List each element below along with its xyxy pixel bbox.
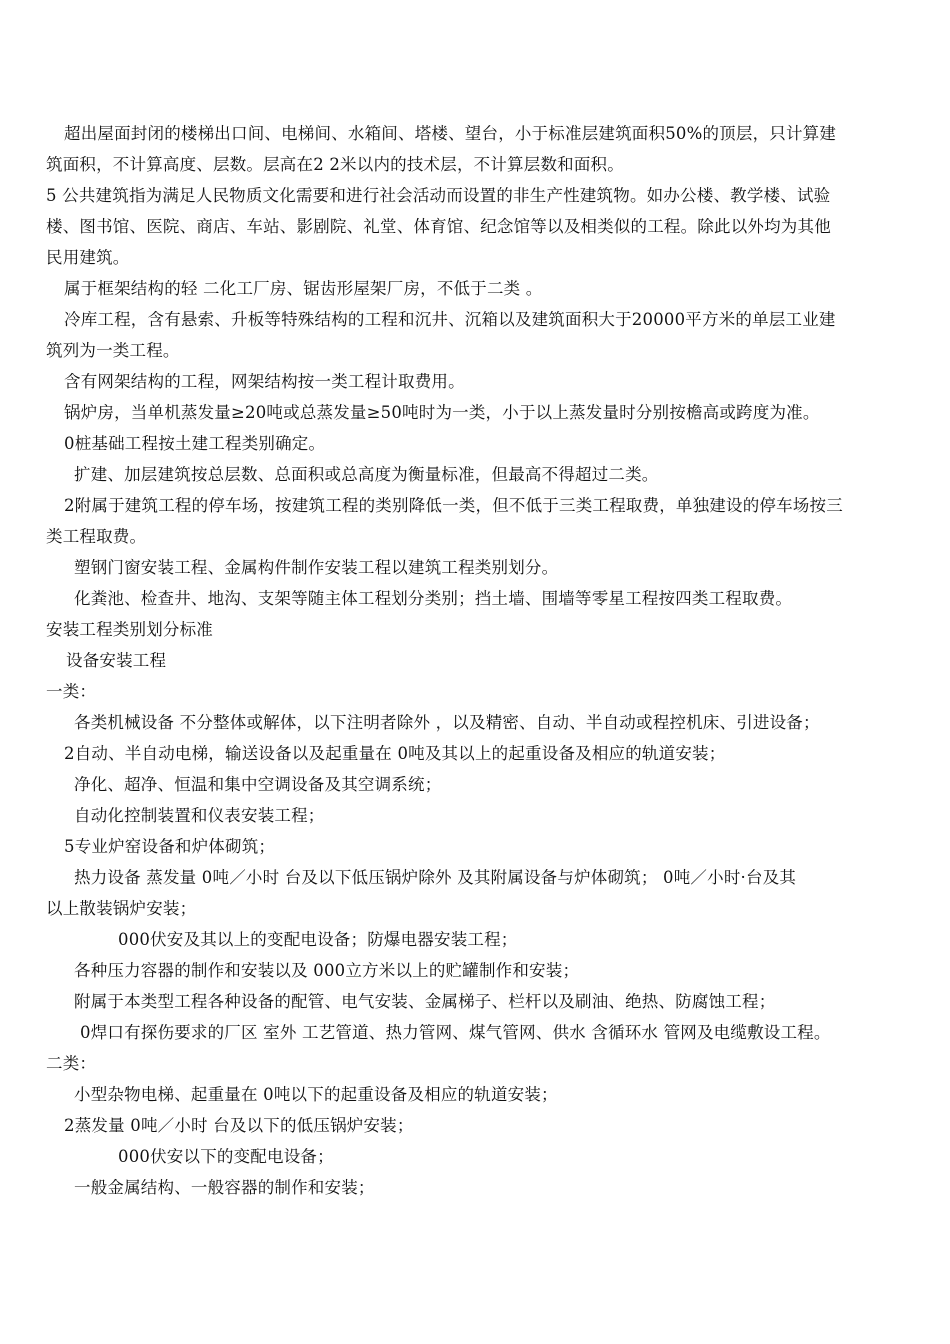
text-line: 筑面积，不计算高度、层数。层高在2 2米以内的技术层，不计算层数和面积。: [46, 155, 624, 174]
category-heading: 二类：: [46, 1054, 97, 1073]
text-line: 000伏安及其以上的变配电设备；防爆电器安装工程；: [118, 930, 518, 949]
text-line: 扩建、加层建筑按总层数、总面积或总高度为衡量标准，但最高不得超过二类。: [74, 465, 659, 484]
text-line: 热力设备 蒸发量 0吨／小时 台及以下低压锅炉除外 及其附属设备与炉体砌筑； 0吨／小时·台及其: [74, 868, 797, 887]
text-line: 小型杂物电梯、起重量在 0吨以下的起重设备及相应的轨道安装；: [74, 1085, 558, 1104]
text-line: 楼、图书馆、医院、商店、车站、影剧院、礼堂、体育馆、纪念馆等以及相类似的工程。除此以外均为其他: [46, 217, 831, 236]
text-line: 类工程取费。: [46, 527, 147, 546]
text-line: 2附属于建筑工程的停车场，按建筑工程的类别降低一类，但不低于三类工程取费，单独建设的停车场按三: [64, 496, 843, 515]
text-line: 5专业炉窑设备和炉体砌筑；: [64, 837, 276, 856]
text-line: 属于框架结构的轻 二化工厂房、锯齿形屋架厂房，不低于二类 。: [64, 279, 543, 298]
section-heading: 安装工程类别划分标准: [46, 620, 213, 639]
text-line: 超出屋面封闭的楼梯出口间、电梯间、水箱间、塔楼、望台，小于标准层建筑面积50%的顶层，只计算建: [64, 124, 837, 143]
text-line: 塑钢门窗安装工程、金属构件制作安装工程以建筑工程类别划分。: [74, 558, 559, 577]
text-line: 一般金属结构、一般容器的制作和安装；: [74, 1178, 375, 1197]
text-line: 0焊口有探伤要求的厂区 室外 工艺管道、热力管网、煤气管网、供水 含循环水 管网及电缆敷设工程。: [80, 1023, 831, 1042]
text-line: 筑列为一类工程。: [46, 341, 180, 360]
text-line: 民用建筑。: [46, 248, 130, 267]
text-line: 化粪池、检查井、地沟、支架等随主体工程划分类别；挡土墙、围墙等零星工程按四类工程取费。: [74, 589, 793, 608]
category-heading: 一类：: [46, 682, 97, 701]
text-line: 0桩基础工程按土建工程类别确定。: [64, 434, 326, 453]
text-line: 净化、超净、恒温和集中空调设备及其空调系统；: [74, 775, 442, 794]
text-line: 5 公共建筑指为满足人民物质文化需要和进行社会活动而设置的非生产性建筑物。如办公楼、教学楼、试验: [46, 186, 831, 205]
text-line: 冷库工程，含有悬索、升板等特殊结构的工程和沉井、沉箱以及建筑面积大于20000平方米的单层工业建: [64, 310, 836, 329]
text-line: 各类机械设备 不分整体或解体，以下注明者除外 ，以及精密、自动、半自动或程控机床、引进设备；: [74, 713, 820, 732]
text-line: 自动化控制装置和仪表安装工程；: [74, 806, 325, 825]
text-line: 2蒸发量 0吨／小时 台及以下的低压锅炉安装；: [64, 1116, 414, 1135]
text-line: 锅炉房，当单机蒸发量≥20吨或总蒸发量≥50吨时为一类，小于以上蒸发量时分别按檐高或跨度为准。: [64, 403, 820, 422]
text-line: 各种压力容器的制作和安装以及 000立方米以上的贮罐制作和安装；: [74, 961, 580, 980]
text-line: 含有网架结构的工程，网架结构按一类工程计取费用。: [64, 372, 465, 391]
subsection-heading: 设备安装工程: [66, 651, 167, 670]
text-line: 附属于本类型工程各种设备的配管、电气安装、金属梯子、栏杆以及刷油、绝热、防腐蚀工程；: [74, 992, 776, 1011]
text-line: 2自动、半自动电梯，输送设备以及起重量在 0吨及其以上的起重设备及相应的轨道安装；: [64, 744, 726, 763]
text-line: 000伏安以下的变配电设备；: [118, 1147, 334, 1166]
text-line: 以上散装锅炉安装；: [46, 899, 197, 918]
